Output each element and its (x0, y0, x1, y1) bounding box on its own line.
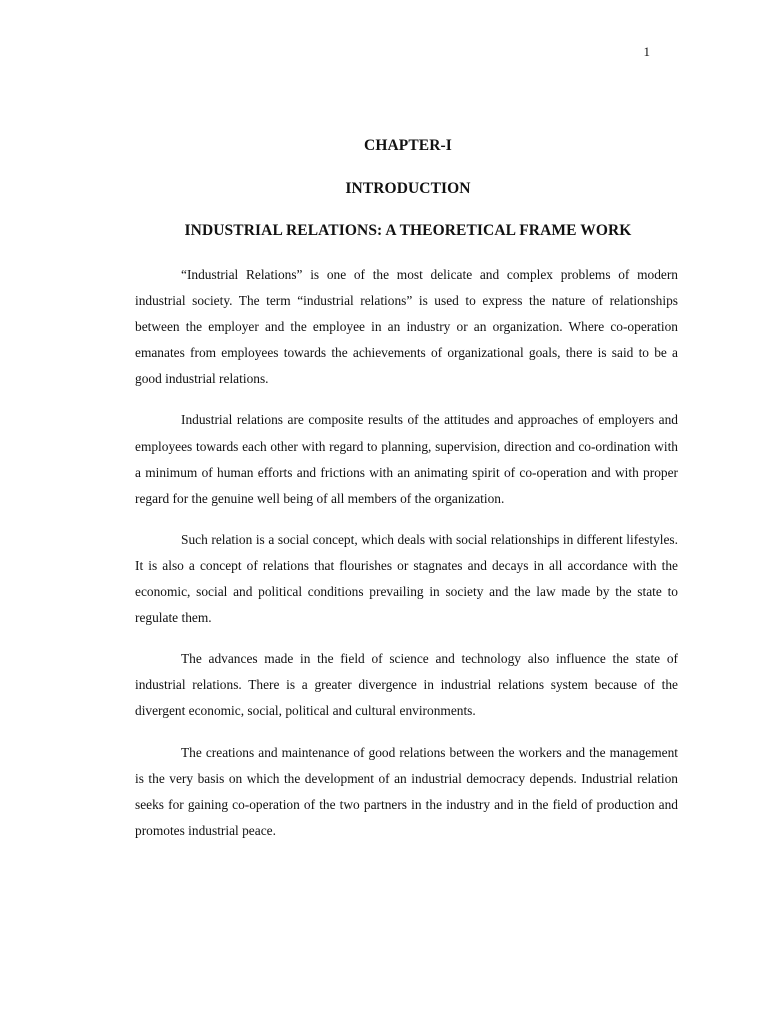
paragraph-4: The advances made in the field of science and technology also influence the state of industrial relations. There is a greater divergence in industrial relations system because of the divergent economic, social, political and cultural environments. (135, 651, 678, 719)
section-heading: INTRODUCTION (345, 180, 471, 197)
paragraph-5: The creations and maintenance of good relations between the workers and the management is the very basis on which the development of an industrial democracy depends. Industrial relation seeks for gaining co-operation of the two partners in the industry and in the field of production and promotes industrial peace. (135, 744, 678, 838)
paragraph-2: Industrial relations are composite results of the attitudes and approaches of employers and employees towards each other with regard to planning, supervision, direction and co-ordination with a minimum of human efforts and frictions with an animating spirit of co-operation and with proper regard for the genuine well being of all members of the organization. (135, 412, 678, 506)
paragraph-3: Such relation is a social concept, which deals with social relationships in different lifestyles. It is also a concept of relations that flourishes or stagnates and decays in all accordance with the economic, social and political conditions prevailing in society and the law made by the state to regulate them. (135, 531, 678, 626)
page-number: 1 (643, 44, 650, 59)
chapter-title: INDUSTRIAL RELATIONS: A THEORETICAL FRAME WORK (184, 222, 632, 239)
paragraph-1: “Industrial Relations” is one of the most delicate and complex problems of modern industrial society. The term “industrial relations” is used to express the nature of relationships between the employer and the employee in an industry or an organization. Where co-operation emanates from employees towards the achievements of organizational goals, there is said to be a good industrial relations. (135, 267, 678, 387)
body-text (135, 262, 678, 859)
chapter-heading: CHAPTER-I (364, 137, 452, 154)
